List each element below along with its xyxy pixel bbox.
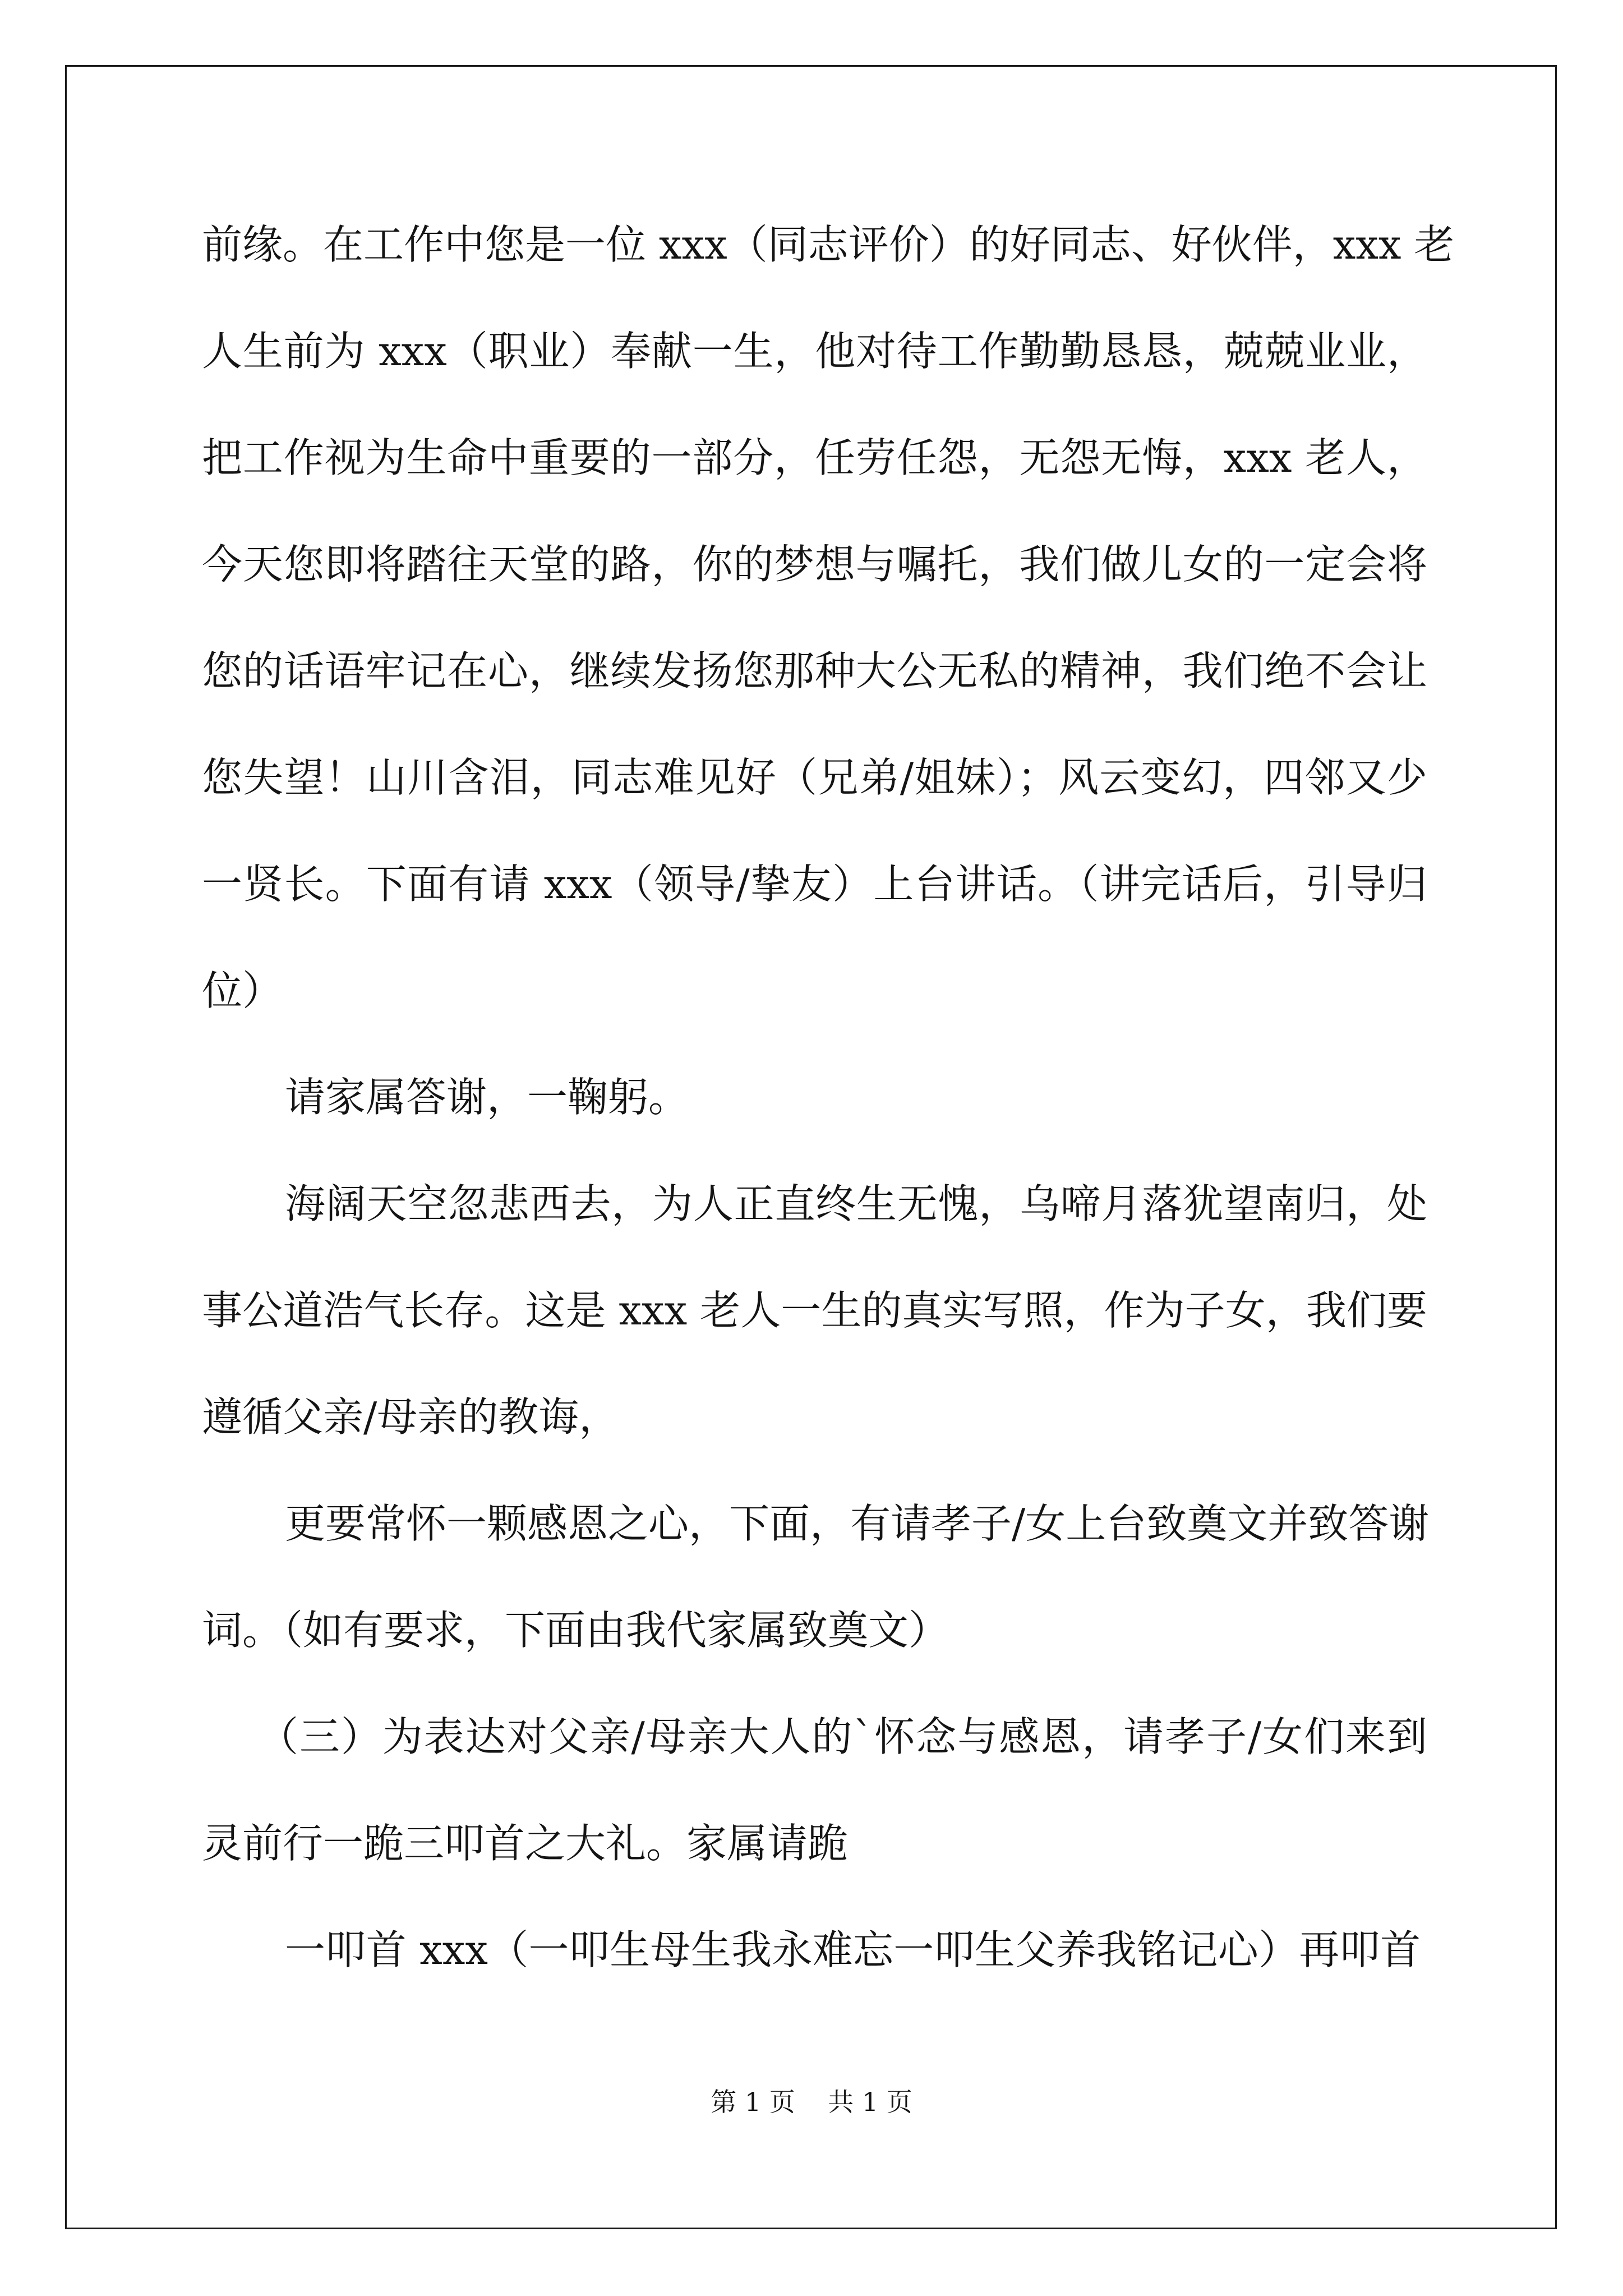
page-number: 第 1 页 共 1 页 [711,2087,912,2117]
text-line: 事公道浩气长存。这是 xxx 老人一生的真实写照，作为子女，我们要 [202,1287,1427,1334]
paragraph-first-line: 海阔天空忽悲西去，为人正直终生无愧，乌啼月落犹望南归，处 [285,1180,1427,1227]
text-line: 您的话语牢记在心，继续发扬您那种大公无私的精神，我们绝不会让 [202,647,1427,694]
text-line: 前缘。在工作中您是一位 xxx（同志评价）的好同志、好伙伴，xxx 老 [202,221,1455,268]
text-line: 一贤长。下面有请 xxx（领导/挚友）上台讲话。（讲完话后，引导归 [202,861,1427,908]
text-line: 词。（如有要求，下面由我代家属致奠文） [202,1607,949,1654]
text-line: 位） [202,967,283,1014]
text-line: 把工作视为生命中重要的一部分，任劳任怨，无怨无悔，xxx 老人， [202,434,1427,481]
paragraph-first-line: 更要常怀一颗感恩之心，下面，有请孝子/女上台致奠文并致答谢 [285,1500,1430,1547]
text-line: 灵前行一跪三叩首之大礼。家属请跪 [202,1820,849,1867]
paragraph-first-line: 请家属答谢，一鞠躬。 [285,1074,689,1121]
text-line: 遵循父亲/母亲的教诲， [202,1393,620,1441]
text-line: 人生前为 xxx（职业）奉献一生，他对待工作勤勤恳恳，兢兢业业， [202,328,1427,375]
paragraph-first-line: （三）为表达对父亲/母亲大人的`怀念与感恩，请孝子/女们来到 [258,1713,1427,1760]
text-line: 今天您即将踏往天堂的路，你的梦想与嘱托，我们做儿女的一定会将 [202,541,1427,588]
text-line: 您失望！山川含泪，同志难见好（兄弟/姐妹）；风云变幻，四邻又少 [202,754,1427,801]
paragraph-first-line: 一叩首 xxx（一叩生母生我永难忘一叩生父养我铭记心）再叩首 [285,1926,1421,1973]
page-border [65,65,1557,2229]
